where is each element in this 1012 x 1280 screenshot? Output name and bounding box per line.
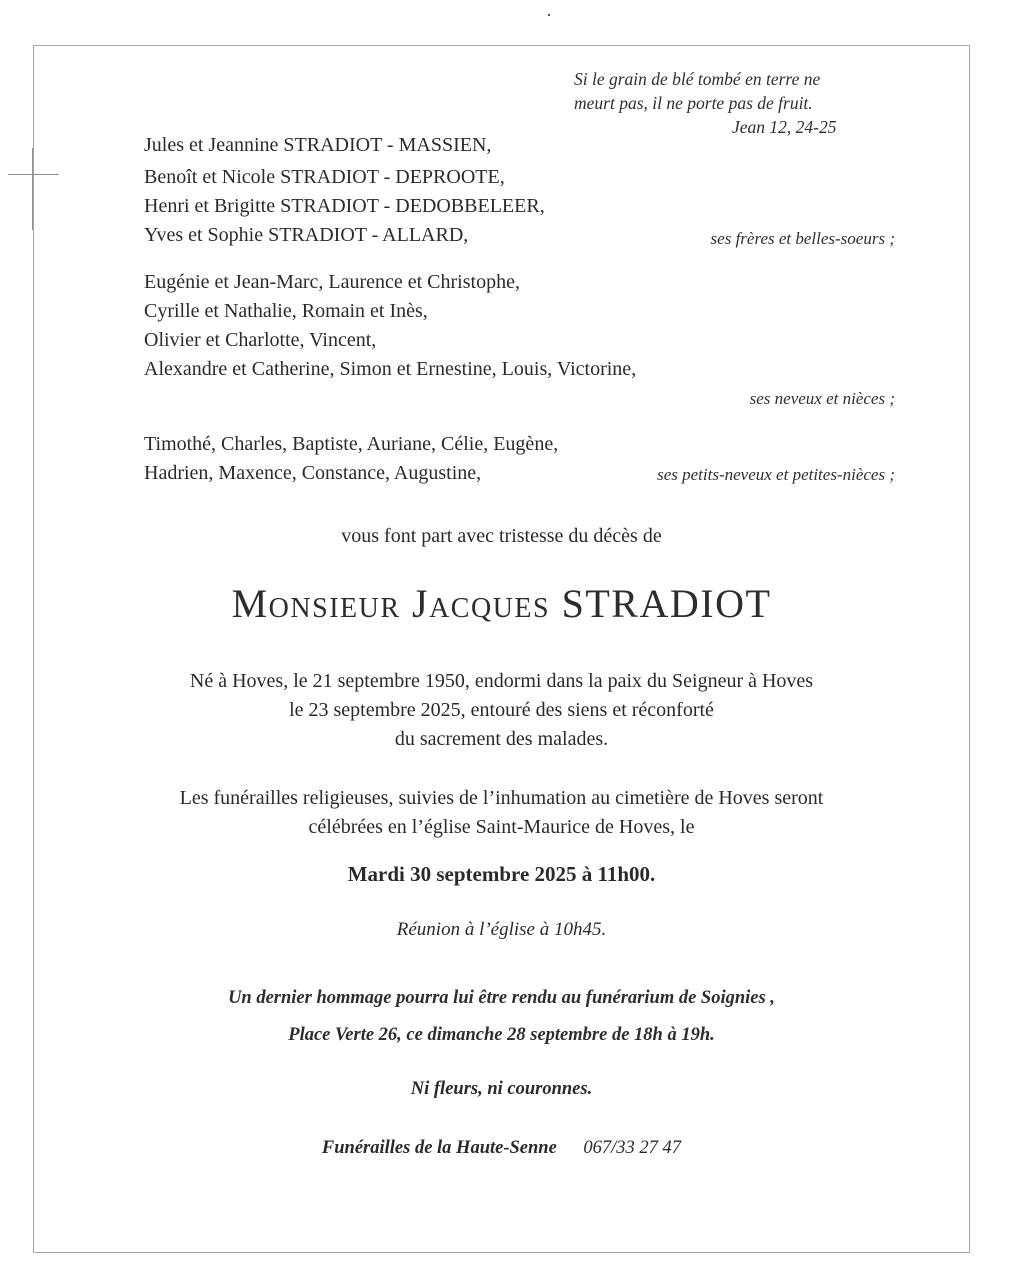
grand-nephew-line: Hadrien, Maxence, Constance, Augustine, (144, 462, 482, 484)
bio-line: Né à Hoves, le 21 septembre 1950, endormi dans la paix du Seigneur à Hoves (189, 670, 814, 692)
announcement-intro: vous font part avec tristesse du décès de (341, 525, 662, 547)
nephew-line: Alexandre et Catherine, Simon et Ernestine, Louis, Victorine, (144, 358, 637, 380)
grand-nephew-line: Timothé, Charles, Baptiste, Auriane, Célie, Eugène, (144, 433, 559, 455)
no-flowers-note: Ni fleurs, ni couronnes. (410, 1079, 593, 1099)
deceased-title: Monsieur (231, 581, 401, 626)
bio-line: le 23 septembre 2025, entouré des siens et réconforté (289, 699, 714, 721)
nephews-relation: ses neveux et nièces ; (749, 389, 895, 408)
scan-speck (548, 14, 550, 16)
undertaker-phone: 067/33 27 47 (583, 1138, 682, 1158)
sibling-line: Yves et Sophie STRADIOT - ALLARD, (144, 224, 469, 246)
nephew-line: Olivier et Charlotte, Vincent, (144, 329, 377, 351)
undertaker-name: Funérailles de la Haute-Senne (321, 1138, 557, 1158)
funeral-info (33, 784, 970, 842)
funeral-line: Les funérailles religieuses, suivies de l’inhumation au cimetière de Hoves seront (179, 787, 824, 809)
funeral-date: Mardi 30 septembre 2025 à 11h00. (347, 862, 656, 886)
epigraph-line: Si le grain de blé tombé en terre ne (574, 69, 821, 89)
epigraph-line: meurt pas, il ne porte pas de fruit. (574, 93, 813, 113)
hommage-line: Un dernier hommage pourra lui être rendu au funérarium de Soignies , (228, 988, 775, 1008)
sibling-line: Henri et Brigitte STRADIOT - DEDOBBELEER, (144, 195, 545, 217)
sibling-line: Jules et Jeannine STRADIOT - MASSIEN, (144, 134, 492, 156)
bio (33, 667, 970, 754)
deceased-name (33, 580, 970, 627)
epigraph (574, 67, 837, 139)
deceased-last-name: STRADIOT (561, 581, 772, 626)
grand-nephews-relation: ses petits-neveux et petites-nièces ; (657, 465, 895, 484)
cross-vertical (32, 148, 33, 230)
epigraph-reference: Jean 12, 24-25 (732, 117, 837, 137)
deceased-first-name: Jacques (412, 581, 551, 626)
hommage-line: Place Verte 26, ce dimanche 28 septembre de 18h à 19h. (288, 1025, 715, 1045)
sibling-line: Benoît et Nicole STRADIOT - DEPROOTE, (144, 166, 505, 188)
funeral-line: célébrées en l’église Saint-Maurice de Hoves, le (308, 816, 695, 838)
nephew-line: Eugénie et Jean-Marc, Laurence et Christophe, (144, 271, 520, 293)
cross-horizontal (8, 174, 59, 175)
undertaker-footer (33, 1138, 970, 1159)
siblings-relation: ses frères et belles-soeurs ; (710, 229, 895, 248)
nephew-line: Cyrille et Nathalie, Romain et Inès, (144, 300, 428, 322)
hommage-info (33, 980, 970, 1054)
bio-line: du sacrement des malades. (394, 728, 609, 750)
reunion-note: Réunion à l’église à 10h45. (396, 919, 607, 940)
